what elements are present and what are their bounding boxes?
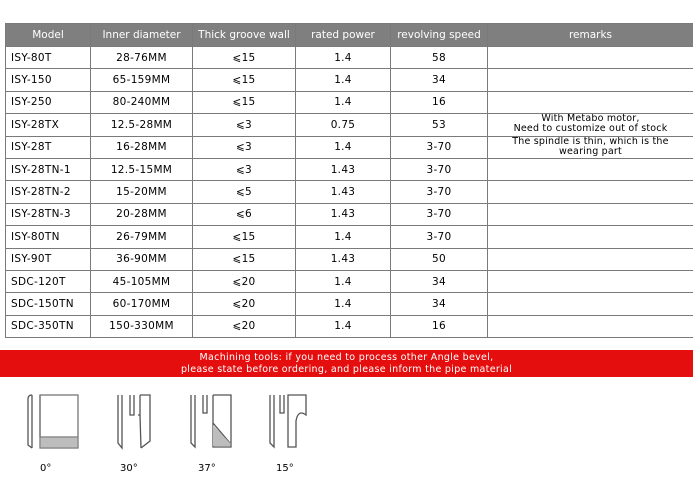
table-row [6, 226, 693, 248]
cell-diameter: 65-159MM [91, 69, 193, 91]
table-row [6, 293, 693, 315]
cell-wall: ⩽3 [193, 136, 296, 158]
cell-model: ISY-250 [6, 91, 91, 113]
cell-remark [488, 315, 693, 337]
cell-power: 1.4 [296, 69, 391, 91]
remark-spindle-line1: The spindle is thin, which is the [512, 136, 669, 147]
cell-wall: ⩽5 [193, 181, 296, 203]
cell-model: ISY-28TX [6, 114, 91, 136]
cell-speed: 3-70 [391, 136, 488, 158]
cell-model: ISY-90T [6, 248, 91, 270]
cell-model: SDC-350TN [6, 315, 91, 337]
col-header-thick-groove-wall: Thick groove wall [193, 24, 296, 47]
bevel-tool-15-icon [262, 385, 322, 455]
cell-power: 1.4 [296, 136, 391, 158]
table-row [6, 91, 693, 113]
col-header-model: Model [6, 24, 91, 47]
cell-power: 1.43 [296, 181, 391, 203]
cell-diameter: 28-76MM [91, 47, 193, 69]
cell-diameter: 15-20MM [91, 181, 193, 203]
table-row [6, 47, 693, 69]
bevel-tool-30-icon [110, 385, 160, 455]
cell-power: 1.43 [296, 248, 391, 270]
remark-metabo-line2: Need to customize out of stock [513, 123, 668, 135]
cell-model: ISY-28TN-3 [6, 203, 91, 225]
cell-speed: 34 [391, 293, 488, 315]
cell-power: 1.4 [296, 47, 391, 69]
cell-speed: 3-70 [391, 158, 488, 180]
cell-speed: 50 [391, 248, 488, 270]
cell-speed: 16 [391, 91, 488, 113]
table-row [6, 69, 693, 91]
cell-power: 0.75 [296, 114, 391, 136]
cell-remark [488, 293, 693, 315]
cell-remark [488, 181, 693, 203]
cell-speed: 3-70 [391, 226, 488, 248]
col-header-inner-diameter: Inner diameter [91, 24, 193, 47]
col-header-revolving-speed: revolving speed [391, 24, 488, 47]
machining-tools-banner [0, 350, 693, 377]
cell-diameter: 20-28MM [91, 203, 193, 225]
cell-speed: 58 [391, 47, 488, 69]
cell-diameter: 16-28MM [91, 136, 193, 158]
cell-speed: 3-70 [391, 203, 488, 225]
cell-wall: ⩽20 [193, 315, 296, 337]
table-row [6, 203, 693, 225]
cell-remark [488, 248, 693, 270]
table-row [6, 114, 693, 136]
angle-label-15: 15° [276, 463, 294, 474]
table-header-row [6, 24, 693, 47]
cell-model: ISY-28TN-2 [6, 181, 91, 203]
cell-wall: ⩽15 [193, 47, 296, 69]
cell-remark [488, 226, 693, 248]
banner-line1: Machining tools: if you need to process other Angle bevel, [199, 352, 494, 363]
bevel-tools-row [0, 385, 693, 485]
cell-power: 1.4 [296, 91, 391, 113]
angle-label-37: 37° [198, 463, 216, 474]
cell-power: 1.4 [296, 315, 391, 337]
bevel-tool-0-icon [20, 385, 80, 455]
cell-diameter: 26-79MM [91, 226, 193, 248]
cell-remark [488, 91, 693, 113]
cell-power: 1.4 [296, 226, 391, 248]
table-row [6, 248, 693, 270]
col-header-remarks: remarks [488, 24, 693, 47]
cell-power: 1.4 [296, 293, 391, 315]
cell-model: SDC-120T [6, 270, 91, 292]
cell-remark [488, 158, 693, 180]
angle-label-30: 30° [120, 463, 138, 474]
cell-remark [488, 69, 693, 91]
angle-label-0: 0° [40, 463, 52, 474]
cell-diameter: 12.5-28MM [91, 114, 193, 136]
cell-speed: 3-70 [391, 181, 488, 203]
cell-model: ISY-150 [6, 69, 91, 91]
cell-wall: ⩽15 [193, 248, 296, 270]
table-row [6, 136, 693, 158]
spec-table [5, 23, 693, 338]
cell-model: ISY-80TN [6, 226, 91, 248]
cell-diameter: 150-330MM [91, 315, 193, 337]
cell-diameter: 36-90MM [91, 248, 193, 270]
cell-speed: 53 [391, 114, 488, 136]
cell-wall: ⩽3 [193, 158, 296, 180]
cell-wall: ⩽20 [193, 270, 296, 292]
table-row [6, 270, 693, 292]
cell-wall: ⩽3 [193, 114, 296, 136]
cell-remark [488, 47, 693, 69]
banner-line2: please state before ordering, and please inform the pipe material [180, 364, 513, 375]
cell-power: 1.43 [296, 203, 391, 225]
cell-wall: ⩽15 [193, 226, 296, 248]
remark-metabo-line1: With Metabo motor, [541, 113, 640, 125]
cell-wall: ⩽15 [193, 69, 296, 91]
cell-remark-spindle [488, 136, 693, 158]
remark-spindle-line2: wearing part [559, 145, 622, 157]
cell-speed: 16 [391, 315, 488, 337]
table-row [6, 315, 693, 337]
table-row [6, 158, 693, 180]
cell-remark [488, 270, 693, 292]
cell-power: 1.43 [296, 158, 391, 180]
cell-wall: ⩽20 [193, 293, 296, 315]
bevel-tool-37-icon [183, 385, 243, 455]
table-row [6, 181, 693, 203]
cell-model: ISY-80T [6, 47, 91, 69]
col-header-rated-power: rated power [296, 24, 391, 47]
cell-diameter: 45-105MM [91, 270, 193, 292]
cell-model: ISY-28TN-1 [6, 158, 91, 180]
cell-diameter: 12.5-15MM [91, 158, 193, 180]
cell-wall: ⩽15 [193, 91, 296, 113]
cell-wall: ⩽6 [193, 203, 296, 225]
cell-speed: 34 [391, 69, 488, 91]
cell-diameter: 60-170MM [91, 293, 193, 315]
cell-power: 1.4 [296, 270, 391, 292]
cell-model: ISY-28T [6, 136, 91, 158]
cell-speed: 34 [391, 270, 488, 292]
cell-remark-metabo [488, 114, 693, 136]
cell-diameter: 80-240MM [91, 91, 193, 113]
cell-remark [488, 203, 693, 225]
cell-model: SDC-150TN [6, 293, 91, 315]
